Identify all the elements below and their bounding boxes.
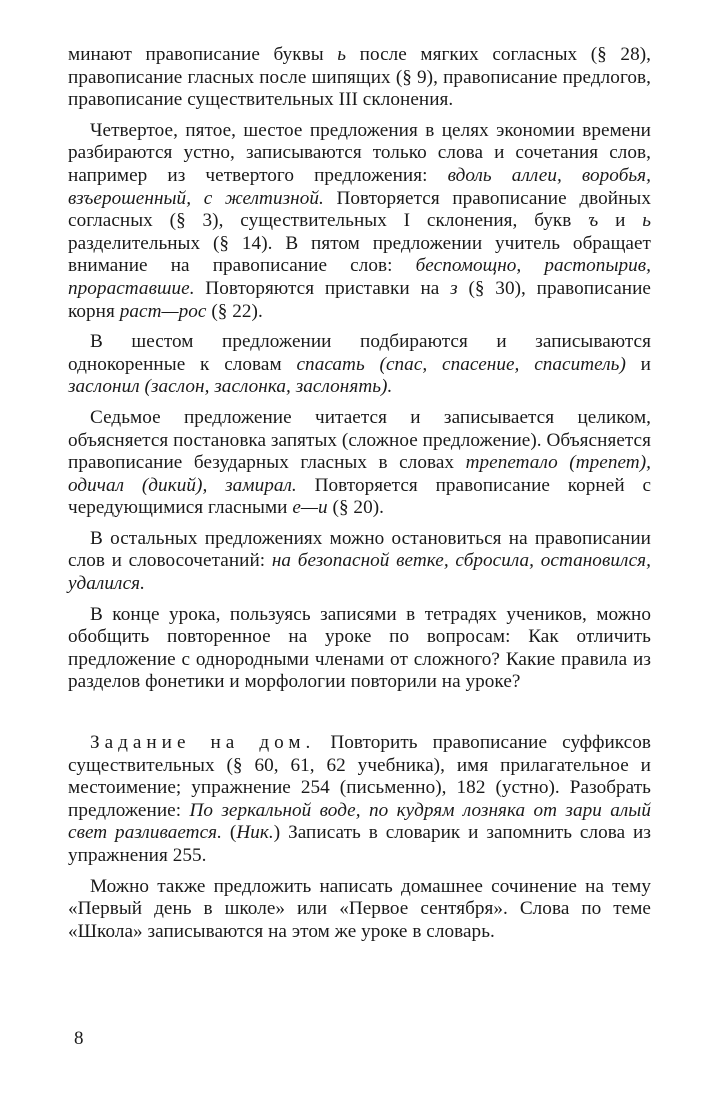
page-text-body	[68, 44, 651, 943]
text-run: Седьмое предложение читается и записывается целиком, объясняется постановка запятых (сложное предложение). Объясняется правописание безударных гласных в словах	[68, 406, 651, 474]
text-run: В шестом предложении подбираются и записываются однокоренные к словам	[68, 331, 651, 375]
italic-example-text: заслонил (заслон, заслонка, заслонять).	[68, 376, 393, 398]
text-run: после мягких согласных (§ 28), правописание гласных после шипящих (§ 9), правописание предлогов, правописание существительных III склонения.	[68, 44, 651, 111]
paragraph	[68, 876, 651, 944]
text-run: Четвертое, пятое, шестое предложения в целях экономии времени разбираются устно, записываются только слова и сочетания слов, например из четвертого предложения:	[68, 119, 651, 186]
italic-example-text: беспомощно, растопырив, прораставшие.	[68, 255, 651, 299]
text-run: (	[221, 822, 237, 844]
italic-example-text: ь	[337, 44, 347, 65]
paragraph	[68, 331, 651, 399]
text-run: и	[598, 210, 643, 232]
text-run: (§ 30), правописание корня	[68, 277, 651, 322]
italic-example-text: е—и	[292, 497, 328, 519]
paragraph	[68, 528, 651, 596]
italic-example-text: раст—рос	[119, 300, 207, 322]
text-run: минают правописание буквы	[68, 44, 338, 65]
italic-example-text: ь	[642, 210, 651, 232]
italic-example-text: ъ	[588, 210, 599, 232]
italic-example-text: По зеркальной воде, по кудрям лозняка от зари алый свет разливается.	[68, 799, 651, 844]
text-run: (§ 22).	[206, 300, 263, 322]
text-run: В остальных предложениях можно остановиться на правописании слов и словосочетаний:	[68, 527, 651, 572]
italic-example-text: на безопасной ветке, сбросила, остановился, удалился.	[68, 550, 651, 595]
text-run: Повторить правописание суффиксов существительных (§ 60, 61, 62 учебника), имя прилагательное и местоимение; упражнение 254 (письменно), 182 (устно). Разобрать предложение:	[68, 732, 651, 821]
page-number: 8	[74, 1028, 84, 1049]
paragraph	[68, 732, 651, 868]
italic-example-text: вдоль аллеи, воробья, взъерошенный, с желтизной.	[68, 164, 651, 209]
text-run: разделительных (§ 14). В пятом предложении учитель обращает внимание на правописание слов:	[68, 232, 651, 277]
text-run: В конце урока, пользуясь записями в тетрадях учеников, можно обобщить повторенное на уроке по вопросам: Как отличить предложение с однородными членами от сложного? Какие правила из разделов фонетики и морфологии повторили на уроке?	[68, 603, 651, 693]
text-run: Повторяются приставки на	[194, 277, 451, 299]
text-run: Можно также предложить написать домашнее сочинение на тему «Первый день в школе» или «Первое сентября». Слова по теме «Школа» записываются на этом же уроке в словарь.	[68, 875, 651, 942]
text-run: ) Записать в словарик и запомнить слова из упражнения 255.	[68, 822, 651, 866]
paragraph	[68, 407, 651, 520]
paragraph	[68, 604, 651, 694]
text-run: Повторяется правописание двойных согласных (§ 3), существительных I склонения, букв	[68, 187, 651, 232]
italic-example-text: Ник.	[236, 822, 274, 844]
text-run: и	[625, 353, 652, 375]
italic-example-text: трепетало (трепет), одичал (дикий), замирал.	[68, 452, 651, 496]
spaced-heading-text: Задание на дом.	[90, 732, 316, 754]
italic-example-text: з	[450, 277, 458, 299]
text-run: (§ 20).	[327, 497, 385, 519]
paragraph	[68, 44, 651, 112]
text-run: Повторяется правописание корней с чередующимися гласными	[68, 474, 652, 519]
italic-example-text: спасать (спас, спасение, спаситель)	[296, 353, 626, 375]
paragraph	[68, 120, 651, 323]
